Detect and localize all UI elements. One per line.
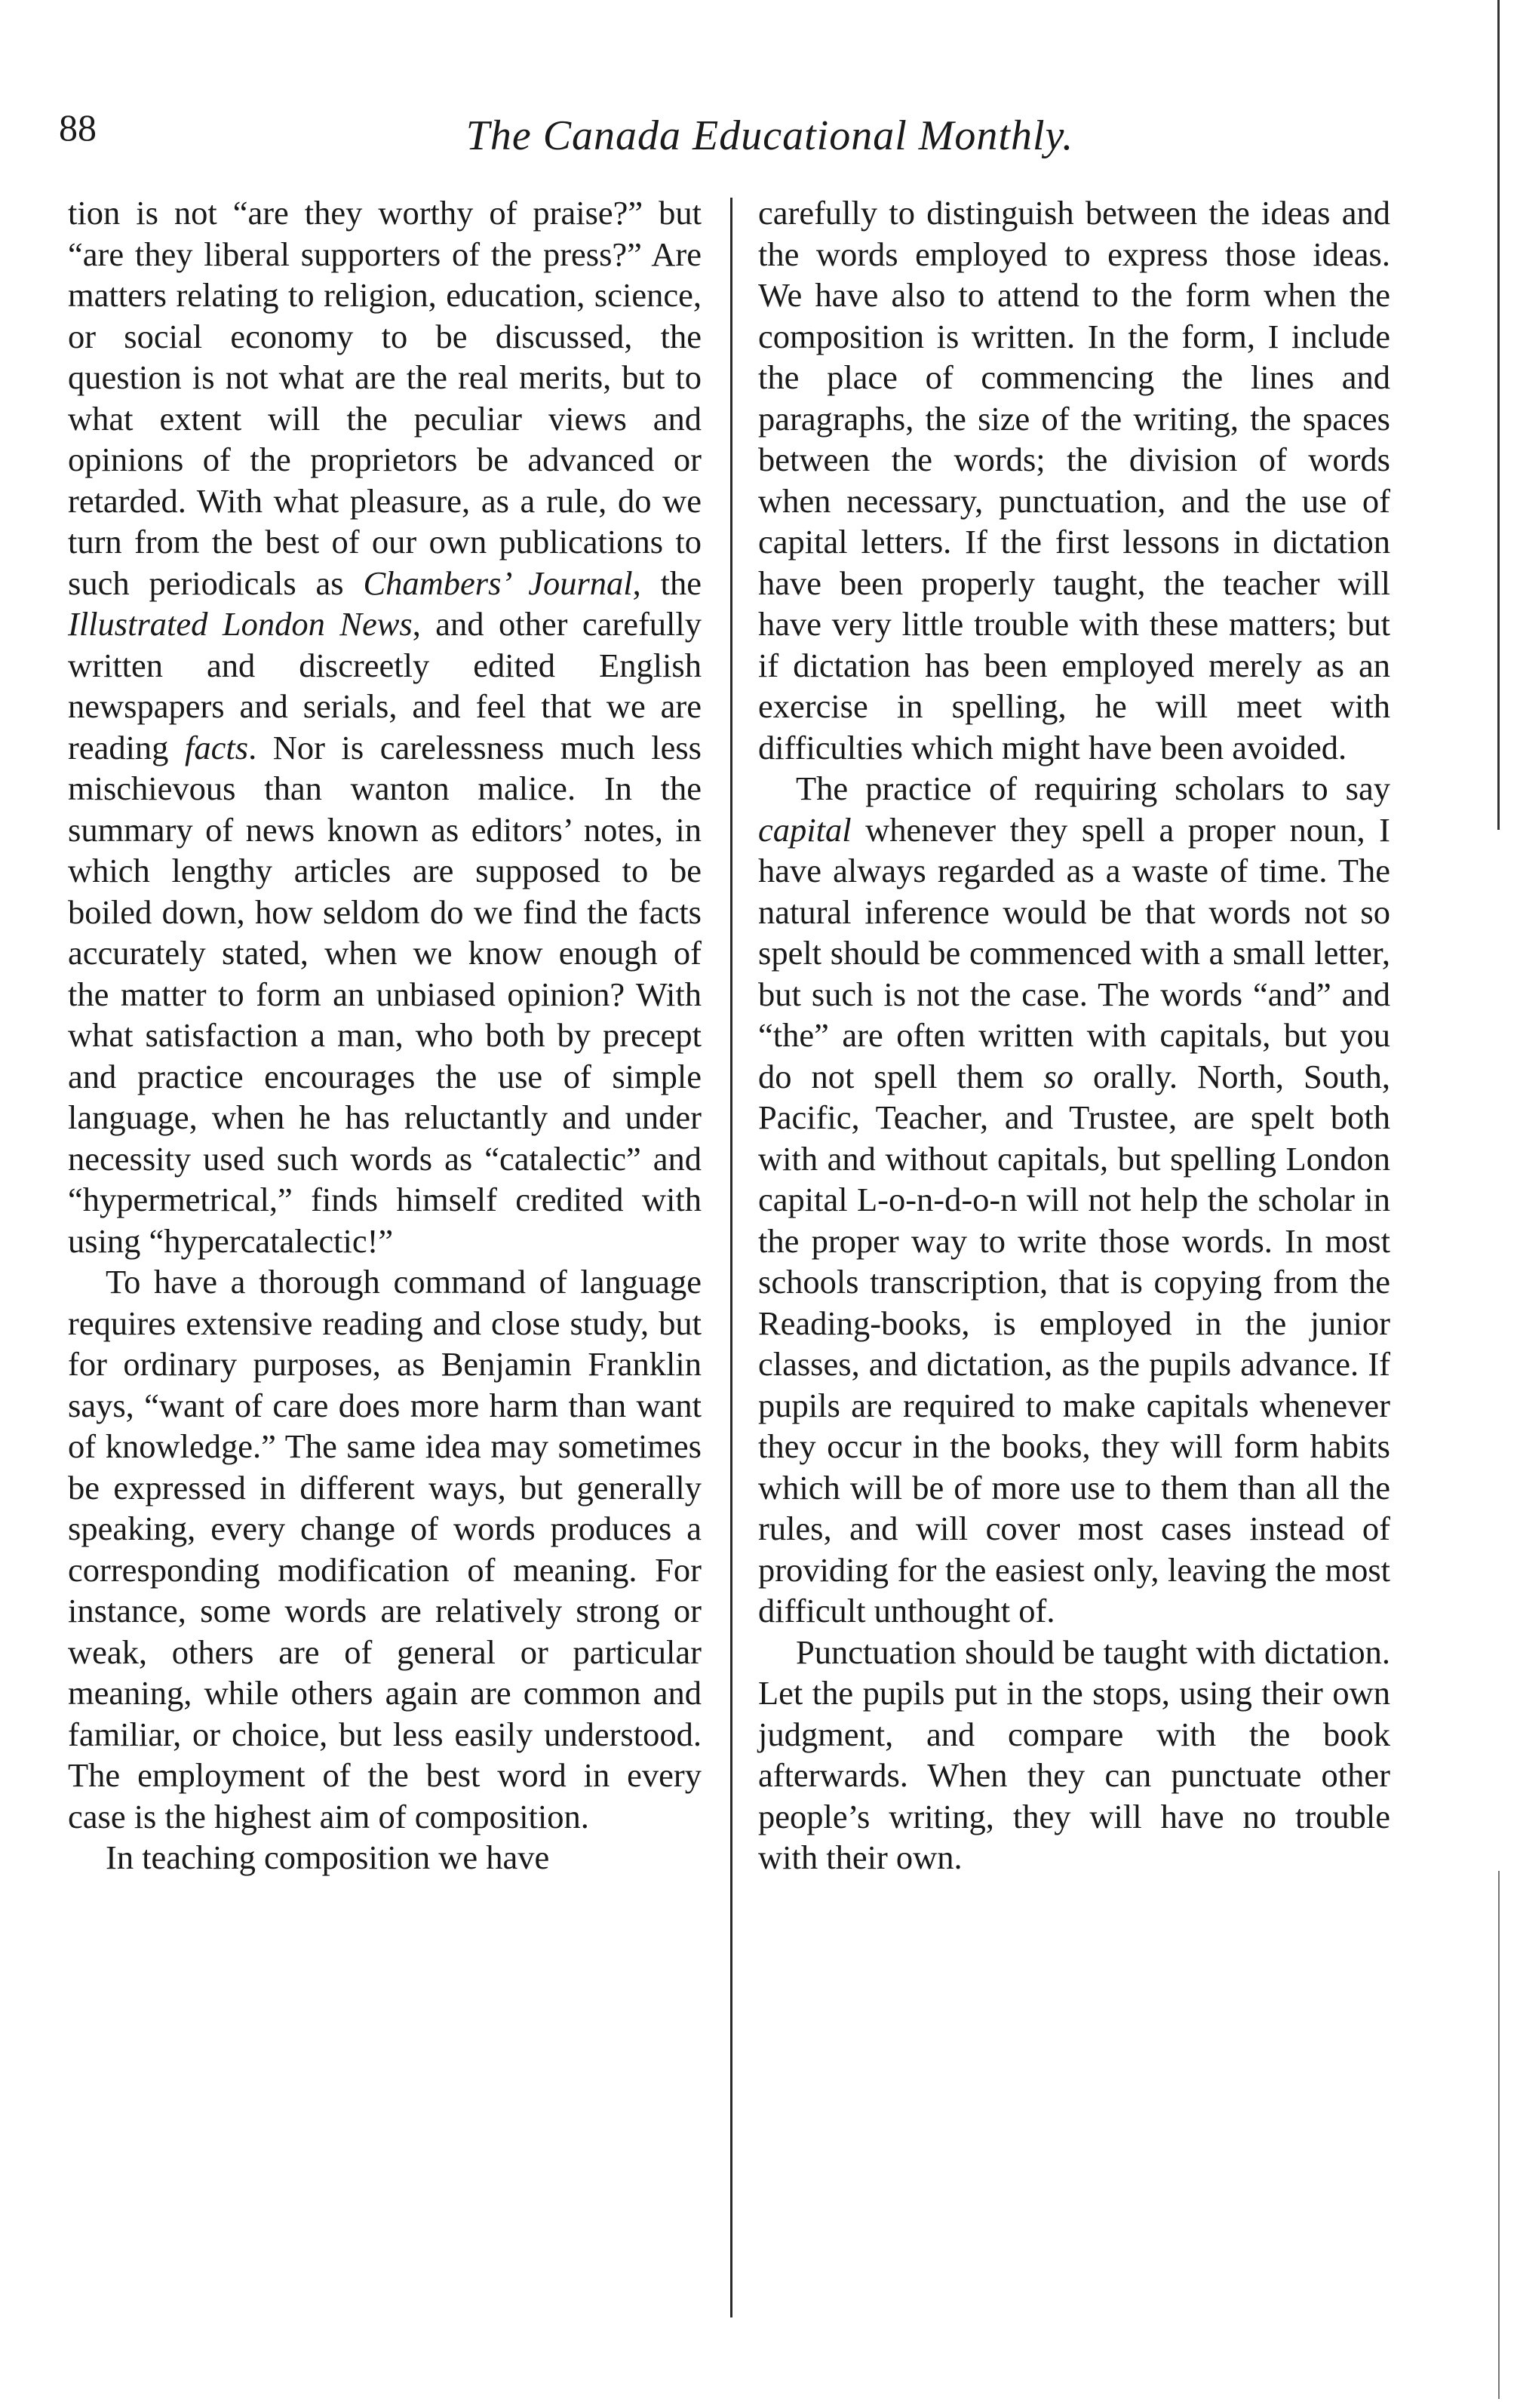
left-column: [68, 192, 702, 1878]
right-paragraph-2: [758, 768, 1390, 1632]
text-run: orally. North, South, Pacific, Teacher, and Trustee, are spelt both with and without capitals, but spelling London capital L-o-n-d-o-n will not help the scholar in the proper way to write those words. In most schools transcription, that is copying from the Reading-books, is employed in the junior classes, and dictation, as the pupils advance. If pupils are required to make capitals whenever they occur in the books, they will form habits which will be of more use to them than all the rules, and will cover most cases instead of providing for the easiest only, leaving the most difficult unthought of.: [758, 1057, 1391, 1629]
italic-title: Chambers’ Journal: [363, 564, 633, 602]
italic-word: capital: [758, 810, 852, 849]
page-edge-line-lower: [1498, 1871, 1500, 2399]
right-paragraph-3: Punctuation should be taught with dictation. Let the pupils put in the stops, using their own judgment, and compare with the book afterwards. When they can punctuate other people’s writing, they will have no trouble with their own.: [758, 1632, 1390, 1876]
page-number: 88: [59, 106, 97, 149]
right-paragraph-1: carefully to distinguish between the ideas and the words employed to express those ideas. We have also to attend to the form when the composition is written. In the form, I include the place of commencing the lines and paragraphs, the size of the writing, the spaces between the words; the division of words when necessary, punctuation, and the use of capital letters. If the first lessons in dictation have been properly taught, the teacher will have very little trouble with these matters; but if dictation has been employed merely as an exercise in spelling, he will meet with difficulties which might have been avoided.: [758, 194, 1390, 766]
text-run: whenever they spell a proper noun, I have always regarded as a waste of time. The natural inference would be that words not so spelt should be commenced with a small letter, but such is not the case. The words “and” and “the” are often written with capitals, but you do not spell them: [758, 810, 1390, 1095]
text-run: tion is not “are they worthy of praise?” but “are they liberal supporters of the press?” Are matters relating to religion, education, science, or social economy to be discussed, the question is not what are the real merits, but to what extent will the peculiar views and opinions of the proprietors be advanced or retarded. With what pleasure, as a rule, do we turn from the best of our own publications to such periodicals as: [68, 194, 702, 602]
left-paragraph-2: To have a thorough command of language requires extensive reading and close study, but for ordinary purposes, as Benjamin Franklin says, “want of care does more harm than want of knowledge.” The same idea may sometimes be expressed in different ways, but generally speaking, every change of words produces a corresponding modification of meaning. For instance, some words are relatively strong or weak, others are of general or particular meaning, while others again are common and familiar, or choice, but less easily understood. The employment of the best word in every case is the highest aim of composition.: [68, 1263, 702, 1835]
left-paragraph-1: [68, 192, 702, 1261]
text-run: The practice of requiring scholars to say: [796, 769, 1390, 807]
italic-title: Illustrated London News: [68, 605, 413, 643]
column-divider: [730, 198, 732, 2317]
left-paragraph-3: In teaching composition we have: [106, 1838, 550, 1876]
page-edge-line: [1497, 0, 1500, 830]
italic-word: facts: [185, 728, 249, 766]
text-run: , and other carefully written and discreetly edited English newspapers and serials, and feel that we are reading: [68, 605, 702, 766]
italic-word: so: [1043, 1057, 1074, 1095]
text-run: . Nor is carelessness much less mischievous than wanton malice. In the summary of news known as editors’ notes, in which lengthy articles are supposed to be boiled down, how seldom do we find the facts accurately stated, when we know enough of the matter to form an unbiased opinion? With what satisfaction a man, who both by precept and practice encourages the use of simple language, when he has reluctantly and under necessity used such words as “catalectic” and “hypermetrical,” finds himself credited with using “hypercatalectic!”: [68, 728, 702, 1260]
right-column: [758, 192, 1390, 1878]
running-title: The Canada Educational Monthly.: [465, 112, 1074, 159]
text-run: , the: [632, 564, 702, 602]
